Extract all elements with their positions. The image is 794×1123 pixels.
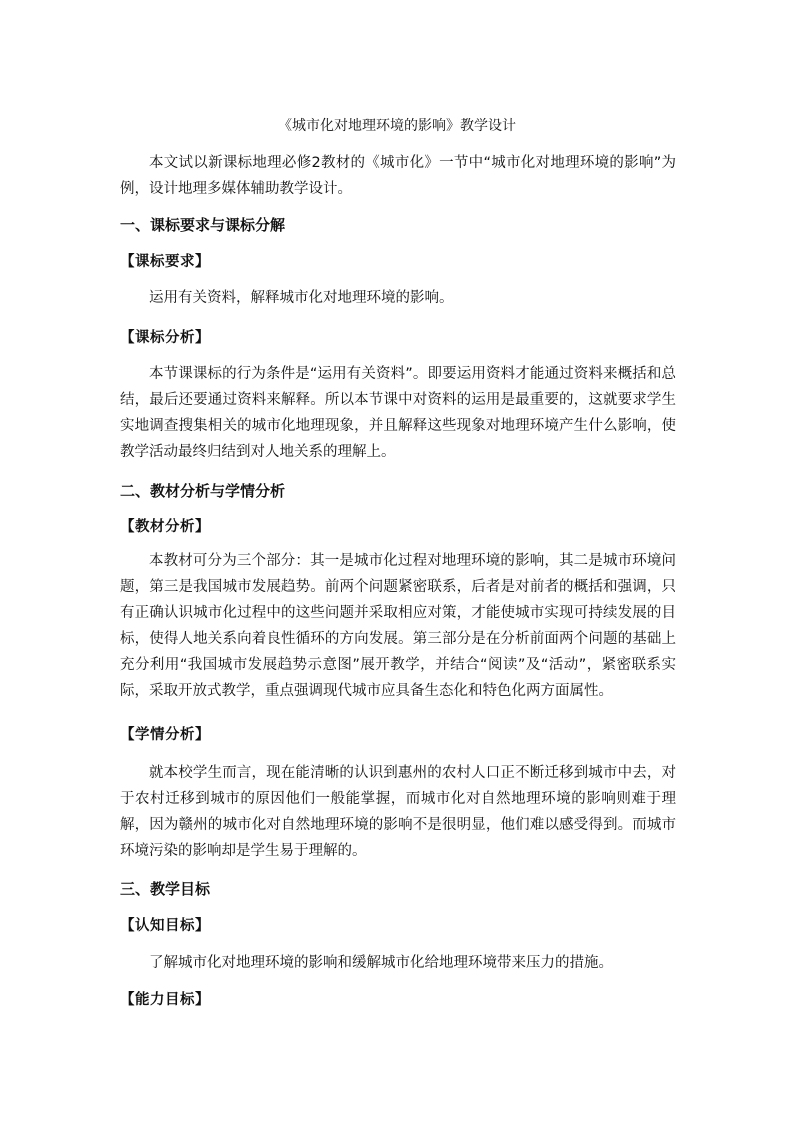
requirement-paragraph: 运用有关资料，解释城市化对地理环境的影响。 <box>149 290 454 306</box>
label-ability-goal: 【能力目标】 <box>120 992 210 1008</box>
section-1-heading: 一、课标要求与课标分解 <box>120 216 286 234</box>
textbook-paragraph: 本教材可分为三个部分：其一是城市化过程对地理环境的影响，其二是城市环境问题，第三是我国城市发展趋势。前两个问题紧密联系，后者是对前者的概括和强调，只有正确认识城市化过程中的这些问题并采取相应对策，才能使城市实现可持续发展的目标，使得人地关系向着良性循环的方向发展。第三部分是在分析前面两个问题的基础上充分利用“我国城市发展趋势示意图”展开教学，并结合“阅读”及“活动”，紧密联系实际，采取开放式教学，重点强调现代城市应具备生态化和特色化两方面属性。 <box>120 553 676 699</box>
cognitive-paragraph: 了解城市化对地理环境的影响和缓解城市化给地理环境带来压力的措施。 <box>149 955 613 971</box>
students-paragraph: 就本校学生而言，现在能清晰的认识到惠州的农村人口正不断迁移到城市中去，对于农村迁移到城市的原因他们一般能掌握，而城市化对自然地理环境的影响则难于理解，因为赣州的城市化对自然地理环境的影响不是很明显，他们难以感受得到。而城市环境污染的影响却是学生易于理解的。 <box>120 765 676 859</box>
label-cognitive-goal: 【认知目标】 <box>120 918 210 934</box>
document-title: 《城市化对地理环境的影响》教学设计 <box>278 118 516 134</box>
analysis-paragraph: 本节课课标的行为条件是“运用有关资料”。即要运用资料才能通过资料来概括和总结，最后还要通过资料来解释。所以本节课中对资料的运用是最重要的，这就要求学生实地调查搜集相关的城市化地理现象，并且解释这些现象对地理环境产生什么影响，使教学活动最终归结到对人地关系的理解上。 <box>120 366 676 460</box>
intro-paragraph: 本文试以新课标地理必修2教材的《城市化》一节中“城市化对地理环境的影响”为例，设计地理多媒体辅助教学设计。 <box>120 155 676 197</box>
label-course-requirement: 【课标要求】 <box>120 254 210 270</box>
section-2-heading: 二、教材分析与学情分析 <box>120 482 286 500</box>
label-course-analysis: 【课标分析】 <box>120 330 210 346</box>
section-3-heading: 三、教学目标 <box>120 880 211 898</box>
label-student-analysis: 【学情分析】 <box>120 727 210 743</box>
label-textbook-analysis: 【教材分析】 <box>120 519 210 535</box>
